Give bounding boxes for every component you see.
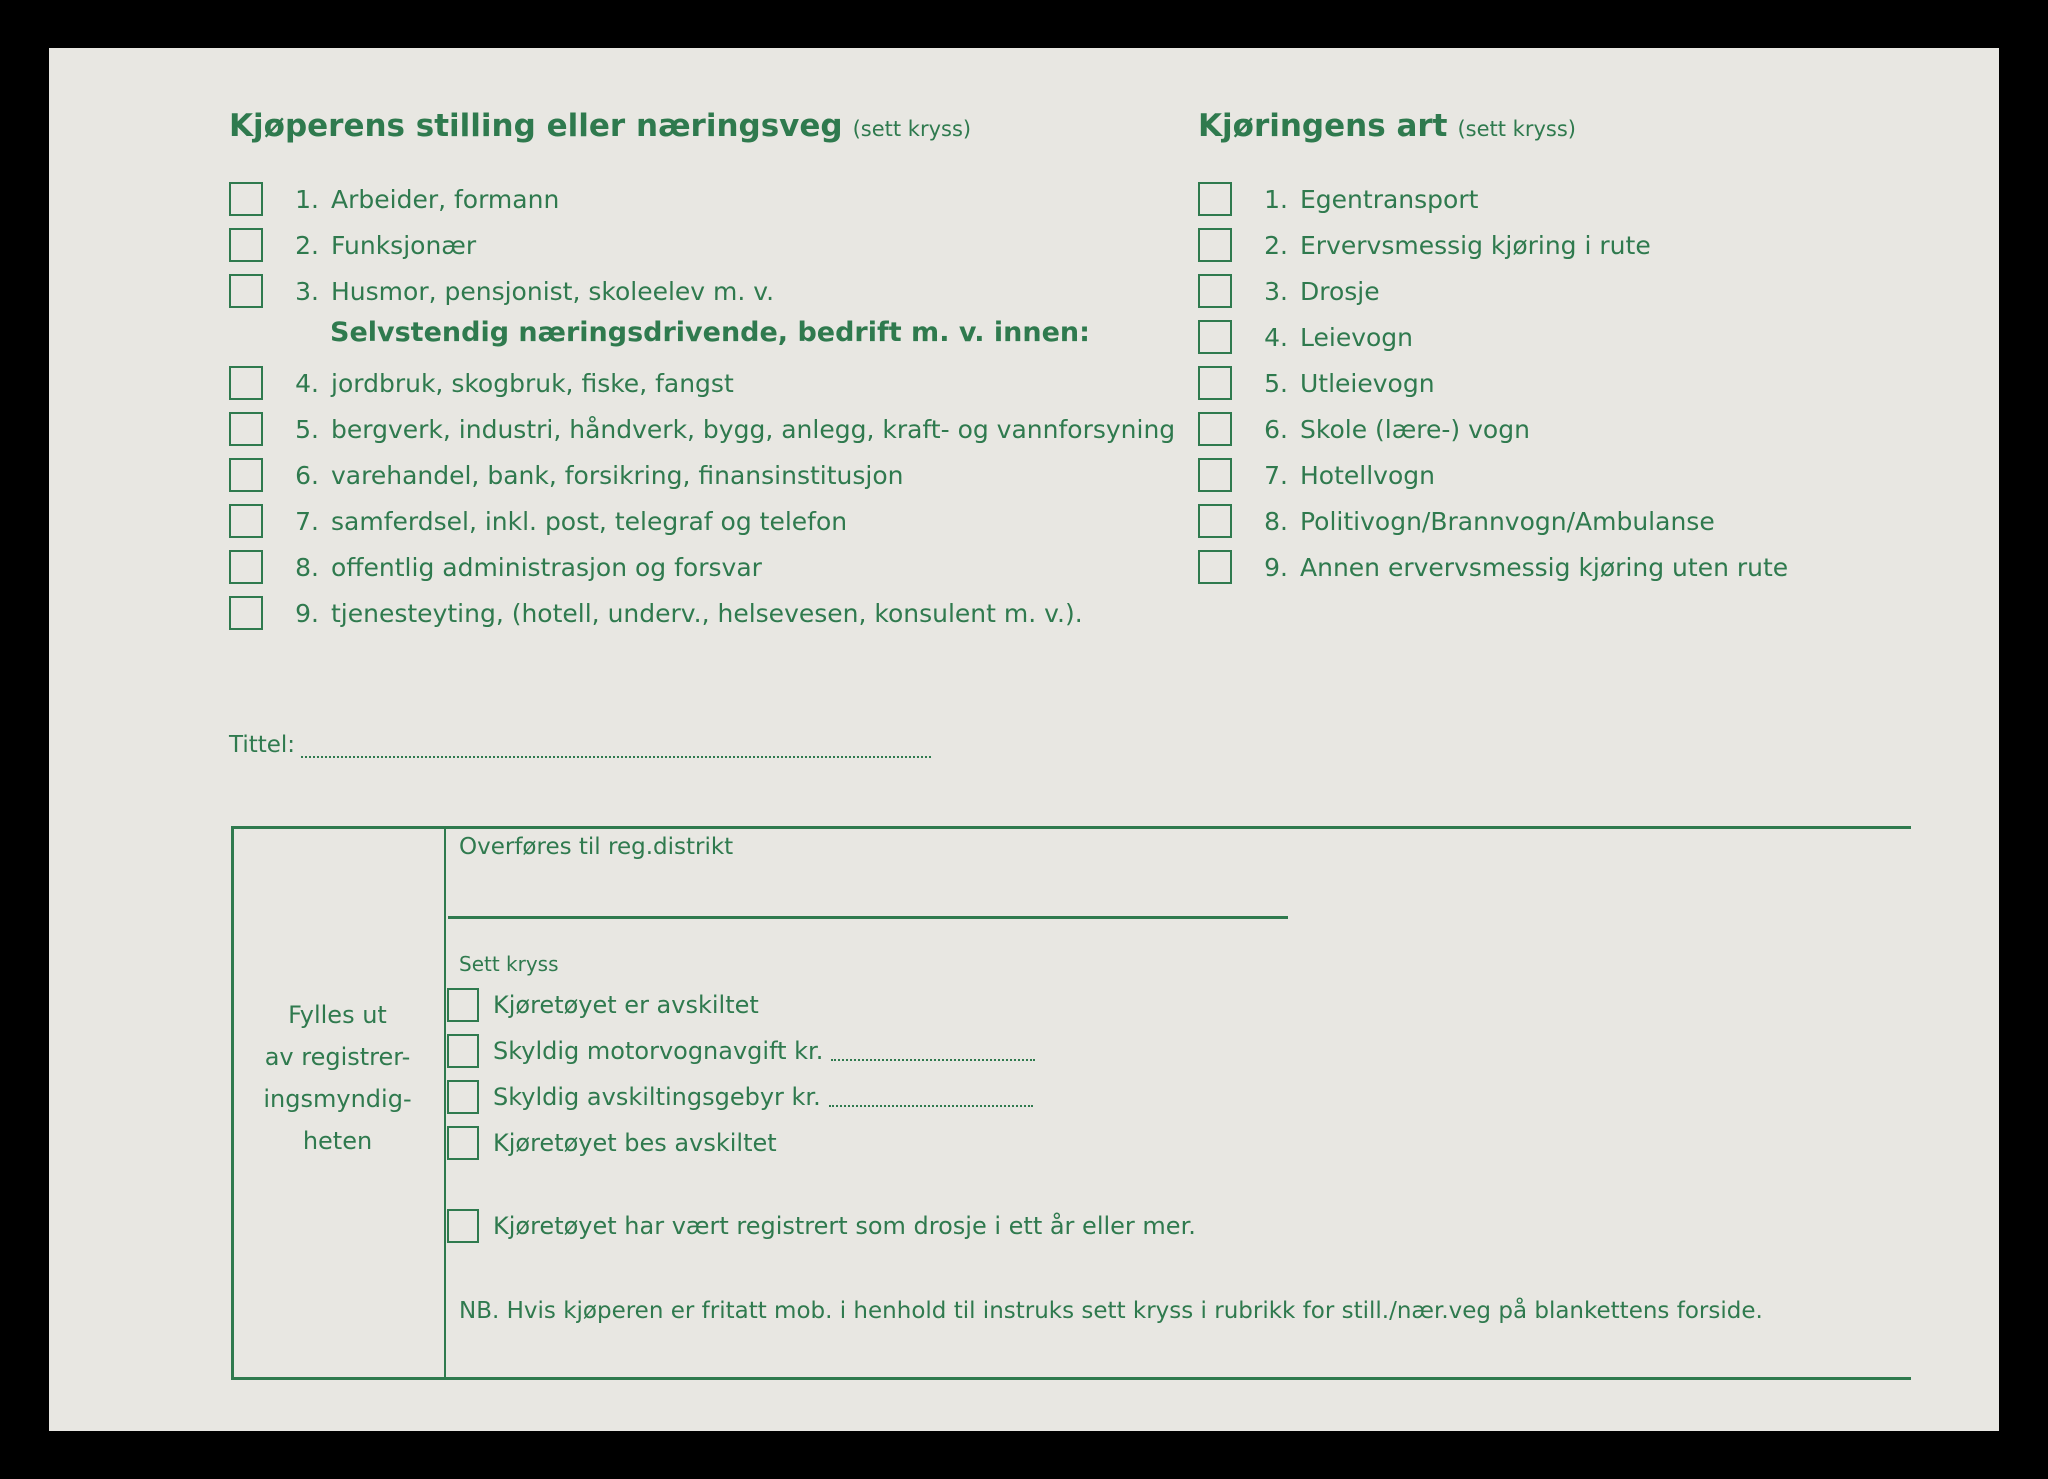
driving-checkbox-8[interactable] — [1198, 504, 1232, 538]
title-label: Tittel: — [229, 732, 296, 758]
buyer-occupation-heading — [229, 108, 971, 144]
side-label-line: av registrer- — [264, 1043, 411, 1071]
option-label: Drosje — [1300, 276, 1380, 306]
option-number: 5. — [295, 414, 319, 444]
option-label: Hotellvogn — [1300, 460, 1435, 490]
option-label: samferdsel, inkl. post, telegraf og telefon — [331, 506, 848, 536]
option-number: 7. — [295, 506, 319, 536]
occupation-checkbox-7[interactable] — [229, 504, 263, 538]
occupation-option-6 — [229, 457, 904, 493]
reg-check-row-3 — [447, 1079, 1033, 1115]
occupation-checkbox-8[interactable] — [229, 550, 263, 584]
option-number: 2. — [295, 230, 319, 260]
option-label: offentlig administrasjon og forsvar — [331, 552, 762, 582]
title-field — [229, 732, 931, 758]
plate-fee-amount-line[interactable] — [829, 1087, 1033, 1107]
driving-option-6 — [1198, 411, 1530, 447]
driving-checkbox-3[interactable] — [1198, 274, 1232, 308]
option-number: 8. — [295, 552, 319, 582]
motor-fee-amount-line[interactable] — [831, 1041, 1035, 1061]
occupation-checkbox-4[interactable] — [229, 366, 263, 400]
option-number: 9. — [295, 598, 319, 628]
option-label: bergverk, industri, håndverk, bygg, anlegg, kraft- og vannforsyning — [331, 414, 1176, 444]
option-label: Utleievogn — [1300, 368, 1435, 398]
option-label: jordbruk, skogbruk, fiske, fangst — [331, 368, 734, 398]
occupation-option-2 — [229, 227, 476, 263]
registration-authority-box — [231, 826, 1911, 1380]
option-label: Funksjonær — [331, 230, 477, 260]
option-number: 2. — [1264, 230, 1288, 260]
occupation-option-5 — [229, 411, 1175, 447]
option-label: Egentransport — [1300, 184, 1479, 214]
option-number: 4. — [1264, 322, 1288, 352]
sett-kryss-label: Sett kryss — [459, 952, 559, 976]
reg-check-label: Skyldig avskiltingsgebyr kr. — [493, 1083, 821, 1111]
driving-checkbox-7[interactable] — [1198, 458, 1232, 492]
occupation-checkbox-1[interactable] — [229, 182, 263, 216]
reg-checkbox-1[interactable] — [447, 988, 479, 1022]
reg-checkbox-4[interactable] — [447, 1126, 479, 1160]
option-label: Annen ervervsmessig kjøring uten rute — [1300, 552, 1789, 582]
driving-checkbox-2[interactable] — [1198, 228, 1232, 262]
reg-check-row-4 — [447, 1125, 777, 1161]
driving-type-hint: (sett kryss) — [1457, 117, 1576, 141]
driving-checkbox-5[interactable] — [1198, 366, 1232, 400]
driving-checkbox-1[interactable] — [1198, 182, 1232, 216]
reg-check-label: Kjøretøyet bes avskiltet — [493, 1129, 777, 1157]
reg-check-label: Kjøretøyet har vært registrert som drosje i ett år eller mer. — [493, 1212, 1196, 1240]
option-number: 8. — [1264, 506, 1288, 536]
driving-option-1 — [1198, 181, 1478, 217]
occupation-option-9 — [229, 595, 1083, 631]
buyer-occupation-hint: (sett kryss) — [852, 117, 972, 141]
option-number: 3. — [1264, 276, 1288, 306]
driving-type-heading — [1198, 108, 1576, 144]
reg-check-row-1 — [447, 987, 759, 1023]
occupation-checkbox-3[interactable] — [229, 274, 263, 308]
occupation-checkbox-2[interactable] — [229, 228, 263, 262]
box-bottom-border — [231, 1377, 1911, 1380]
driving-checkbox-9[interactable] — [1198, 550, 1232, 584]
driving-checkbox-6[interactable] — [1198, 412, 1232, 446]
side-label-line: Fylles ut — [288, 1001, 387, 1029]
driving-option-5 — [1198, 365, 1435, 401]
box-divider — [444, 826, 446, 1380]
occupation-option-4 — [229, 365, 734, 401]
occupation-option-3 — [229, 273, 774, 309]
option-number: 4. — [295, 368, 319, 398]
option-number: 5. — [1264, 368, 1288, 398]
occupation-checkbox-5[interactable] — [229, 412, 263, 446]
driving-type-title: Kjøringens art — [1198, 108, 1448, 144]
driving-checkbox-4[interactable] — [1198, 320, 1232, 354]
option-number: 6. — [295, 460, 319, 490]
box-top-border — [231, 826, 1911, 829]
option-label: Husmor, pensjonist, skoleelev m. v. — [331, 276, 775, 306]
reg-checkbox-2[interactable] — [447, 1034, 479, 1068]
option-label: Politivogn/Brannvogn/Ambulanse — [1300, 506, 1715, 536]
option-label: tjenesteyting, (hotell, underv., helsevesen, konsulent m. v.). — [331, 598, 1083, 628]
buyer-occupation-title: Kjøperens stilling eller næringsveg — [229, 108, 843, 144]
reg-check-label: Skyldig motorvognavgift kr. — [493, 1037, 824, 1065]
side-label-line: ingsmyndig- — [263, 1085, 412, 1113]
occupation-option-1 — [229, 181, 559, 217]
option-number: 6. — [1264, 414, 1288, 444]
driving-option-2 — [1198, 227, 1651, 263]
driving-option-4 — [1198, 319, 1413, 355]
side-label-line: heten — [302, 1127, 373, 1155]
form-sheet — [49, 48, 1999, 1431]
reg-check-label: Kjøretøyet er avskiltet — [493, 991, 759, 1019]
option-label: Ervervsmessig kjøring i rute — [1300, 230, 1651, 260]
registration-side-label — [231, 994, 444, 1162]
transfer-district-label: Overføres til reg.distrikt — [459, 834, 734, 860]
reg-check-row-5 — [447, 1208, 1196, 1244]
occupation-option-8 — [229, 549, 762, 585]
occupation-checkbox-6[interactable] — [229, 458, 263, 492]
option-number: 7. — [1264, 460, 1288, 490]
transfer-district-input-line[interactable] — [448, 916, 1288, 919]
option-label: varehandel, bank, forsikring, finansinstitusjon — [331, 460, 904, 490]
reg-checkbox-3[interactable] — [447, 1080, 479, 1114]
option-number: 3. — [295, 276, 319, 306]
self-employed-subheading: Selvstendig næringsdrivende, bedrift m. v. innen: — [330, 317, 1090, 348]
driving-option-7 — [1198, 457, 1435, 493]
option-number: 9. — [1264, 552, 1288, 582]
reg-checkbox-5[interactable] — [447, 1209, 479, 1243]
option-label: Skole (lære-) vogn — [1300, 414, 1530, 444]
occupation-checkbox-9[interactable] — [229, 596, 263, 630]
driving-option-8 — [1198, 503, 1715, 539]
nb-note: NB. Hvis kjøperen er fritatt mob. i henhold til instruks sett kryss i rubrikk for still./nær.veg på blankettens forside. — [459, 1298, 1763, 1324]
option-label: Leievogn — [1300, 322, 1414, 352]
driving-option-3 — [1198, 273, 1380, 309]
option-number: 1. — [295, 184, 319, 214]
driving-option-9 — [1198, 549, 1788, 585]
title-input-line[interactable] — [301, 734, 931, 758]
option-label: Arbeider, formann — [331, 184, 560, 214]
option-number: 1. — [1264, 184, 1288, 214]
occupation-option-7 — [229, 503, 847, 539]
reg-check-row-2 — [447, 1033, 1035, 1069]
